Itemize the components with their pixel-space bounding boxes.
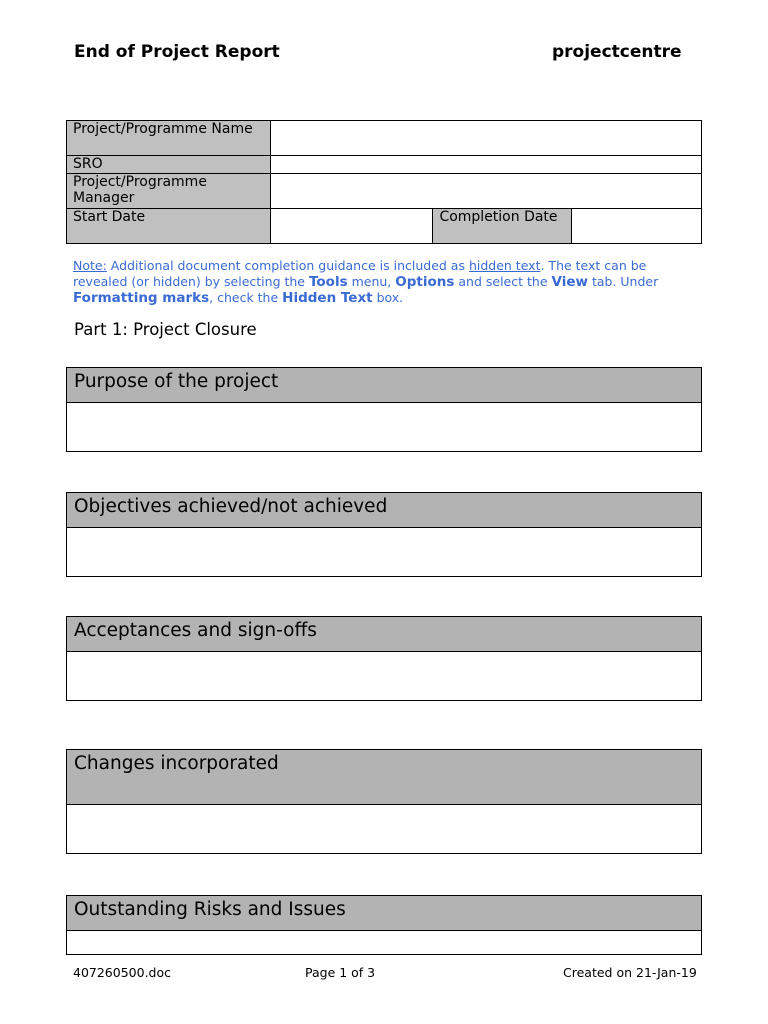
section-purpose (66, 367, 702, 452)
section-body-field[interactable] (67, 403, 701, 451)
section-objectives (66, 492, 702, 577)
note-text: Additional document completion guidance is included as (106, 258, 469, 273)
note-label: Note: (73, 258, 107, 273)
report-title: End of Project Report (74, 42, 280, 62)
section-changes (66, 749, 702, 854)
manager-label: Project/Programme Manager (67, 173, 271, 208)
options-ref: Options (395, 274, 455, 290)
completion-date-field[interactable] (572, 208, 702, 243)
guidance-note (73, 258, 693, 306)
note-text: box. (372, 290, 404, 305)
section-acceptances (66, 616, 702, 701)
hidden-text-box-ref: Hidden Text (282, 290, 373, 306)
section-body-field[interactable] (67, 805, 701, 853)
manager-field[interactable] (270, 173, 701, 208)
brand-name: projectcentre (552, 42, 682, 62)
completion-date-label: Completion Date (433, 208, 572, 243)
note-text: and select the (454, 274, 552, 289)
note-text: , check the (209, 290, 283, 305)
note-text: menu, (347, 274, 396, 289)
section-body-field[interactable] (67, 652, 701, 700)
hidden-text-link[interactable]: hidden text (468, 258, 541, 273)
section-heading: Outstanding Risks and Issues (67, 896, 701, 931)
section-heading: Acceptances and sign-offs (67, 617, 701, 652)
section-heading: Objectives achieved/not achieved (67, 493, 701, 528)
sro-field[interactable] (270, 156, 701, 174)
section-body-field[interactable] (67, 931, 701, 954)
project-name-field[interactable] (270, 121, 701, 156)
project-info-table (66, 120, 702, 244)
note-text: . The text can be revealed (or hidden) by selecting the (73, 258, 647, 289)
section-heading: Changes incorporated (67, 750, 701, 805)
formatting-marks-ref: Formatting marks (73, 290, 210, 306)
note-text: tab. Under (587, 274, 659, 289)
footer-created-date: Created on 21-Jan-19 (563, 965, 697, 980)
section-heading: Purpose of the project (67, 368, 701, 403)
footer-filename: 407260500.doc (73, 965, 172, 980)
tools-menu-ref: Tools (308, 274, 348, 290)
view-tab-ref: View (551, 274, 588, 290)
project-name-label: Project/Programme Name (67, 121, 271, 156)
start-date-field[interactable] (270, 208, 433, 243)
part-1-heading: Part 1: Project Closure (74, 320, 257, 339)
start-date-label: Start Date (67, 208, 271, 243)
section-body-field[interactable] (67, 528, 701, 576)
sro-label: SRO (67, 156, 271, 174)
footer-page-number: Page 1 of 3 (305, 965, 376, 980)
section-risks-issues (66, 895, 702, 955)
